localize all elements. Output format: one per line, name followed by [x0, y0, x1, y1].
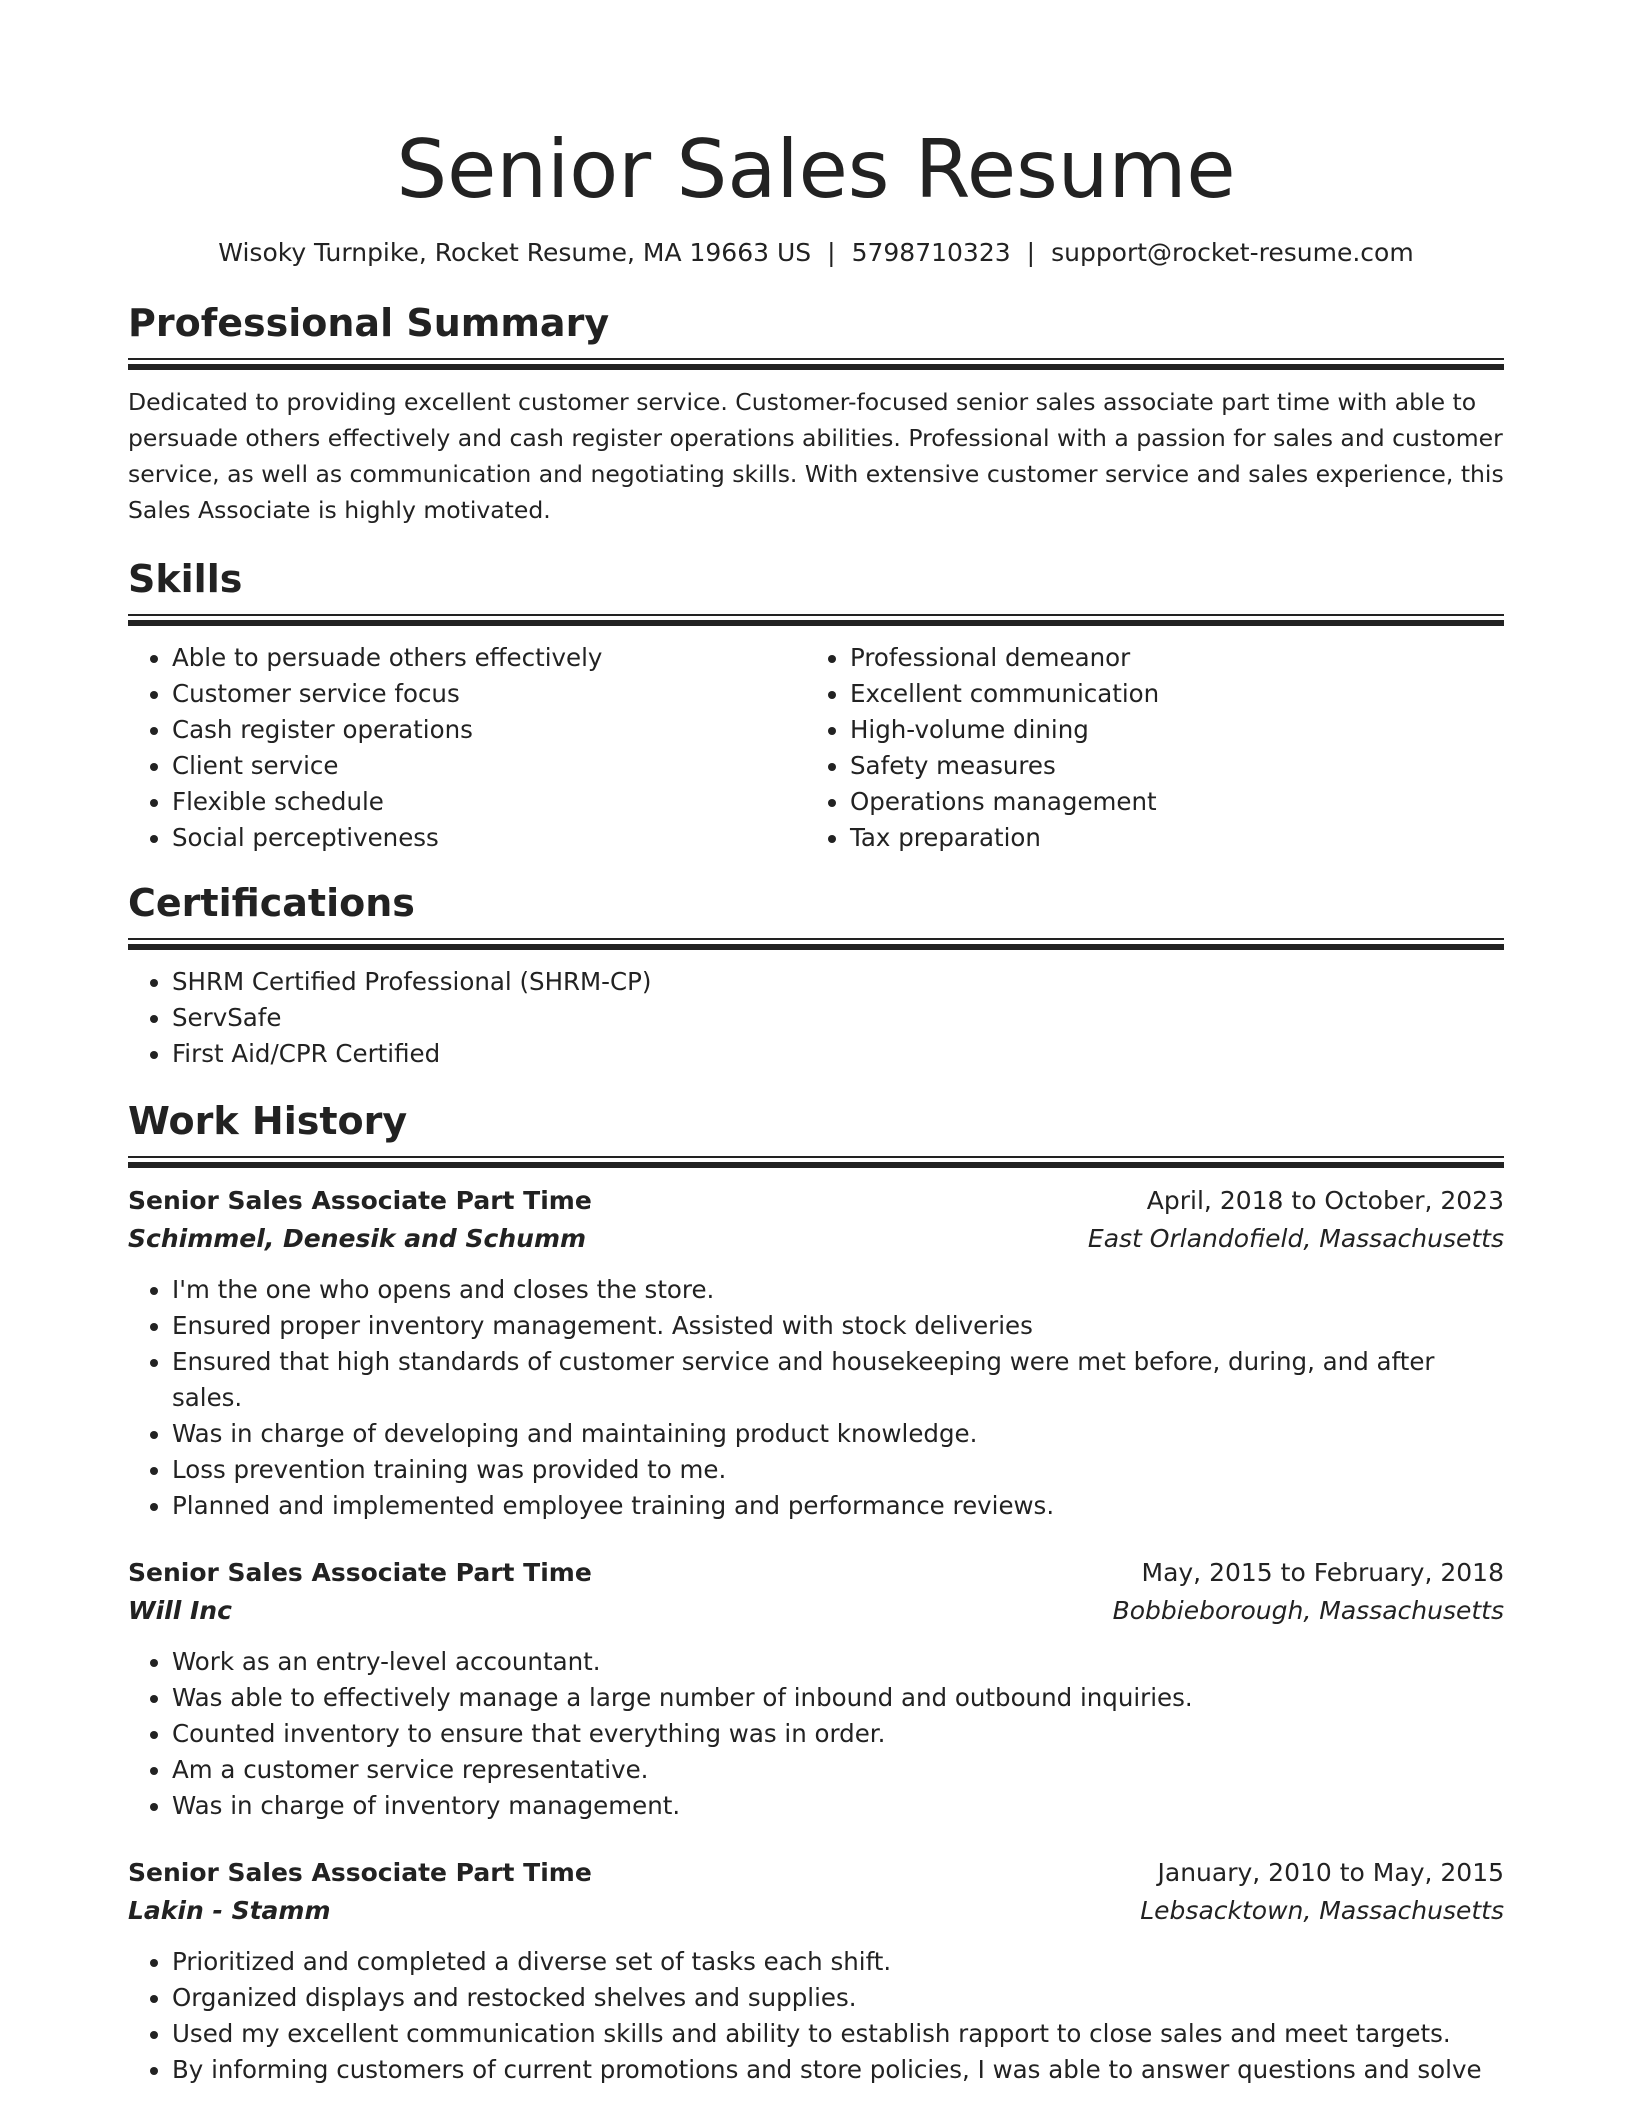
skill-item: • Cash register operations — [172, 712, 806, 748]
job-location: Bobbieborough, Massachusetts — [1112, 1596, 1504, 1625]
skill-item: • Flexible schedule — [172, 784, 806, 820]
job-bullets — [128, 1644, 1504, 1824]
skill-item: • Excellent communication — [850, 676, 1484, 712]
job-company: Will Inc — [128, 1596, 232, 1625]
job-subheader — [128, 1592, 1504, 1630]
contact-line — [128, 236, 1504, 270]
contact-separator: | — [1026, 238, 1036, 267]
section-rule — [128, 938, 1504, 950]
job-location: East Orlandofield, Massachusetts — [1087, 1224, 1504, 1253]
contact-separator: | — [827, 238, 836, 267]
job-bullet: • Used my excellent communication skills and ability to establish rapport to close sales and meet targets. — [172, 2016, 1504, 2052]
job-bullet: • Was able to effectively manage a large number of inbound and outbound inquiries. — [172, 1680, 1504, 1716]
skill-item: • Safety measures — [850, 748, 1484, 784]
contact-email: support@rocket-resume.com — [1051, 238, 1414, 267]
job-dates: May, 2015 to February, 2018 — [1141, 1558, 1504, 1587]
job-bullets — [128, 1272, 1504, 1524]
section-rule — [128, 358, 1504, 370]
job-header — [128, 1554, 1504, 1592]
skill-item: • Social perceptiveness — [172, 820, 806, 856]
job-subheader — [128, 1892, 1504, 1930]
job-company: Schimmel, Denesik and Schumm — [128, 1224, 587, 1253]
certification-item: • First Aid/CPR Certified — [172, 1036, 1504, 1072]
job-bullet: • Prioritized and completed a diverse set of tasks each shift. — [172, 1944, 1504, 1980]
skills-list-left — [128, 640, 806, 856]
skill-item: • Professional demeanor — [850, 640, 1484, 676]
skill-item: • Client service — [172, 748, 806, 784]
skills-section — [128, 556, 1504, 856]
job-bullet: • Was in charge of developing and maintaining product knowledge. — [172, 1416, 1504, 1452]
skill-item: • Operations management — [850, 784, 1484, 820]
job-bullet: • Was in charge of inventory management. — [172, 1788, 1504, 1824]
job-bullet: • Ensured proper inventory management. Assisted with stock deliveries — [172, 1308, 1504, 1344]
job-header — [128, 1182, 1504, 1220]
summary-text: Dedicated to providing excellent customer service. Customer-focused senior sales associate part time with able to persuade others effectively and cash register operations abilities. Professional with a passion for sales and customer service, as well as communication and negotiating skills. With extensive customer service and sales experience, this Sales Associate is highly motivated. — [128, 388, 1504, 524]
section-heading-skills: Skills — [128, 557, 243, 601]
skill-item: • Customer service focus — [172, 676, 806, 712]
job-entry — [128, 1182, 1504, 1524]
job-bullet: • Counted inventory to ensure that everything was in order. — [172, 1716, 1504, 1752]
certifications-section — [128, 880, 1504, 1072]
work-history-section — [128, 1098, 1504, 2088]
resume-title: Senior Sales Resume — [396, 123, 1236, 216]
job-title: Senior Sales Associate Part Time — [128, 1186, 592, 1215]
job-bullet: • Planned and implemented employee training and performance reviews. — [172, 1488, 1504, 1524]
section-heading-work-history: Work History — [128, 1099, 408, 1143]
job-dates: January, 2010 to May, 2015 — [1157, 1858, 1504, 1887]
summary-section — [128, 300, 1504, 528]
job-subheader — [128, 1220, 1504, 1258]
certification-item: • ServSafe — [172, 1000, 1504, 1036]
job-bullets — [128, 1944, 1504, 2088]
job-title: Senior Sales Associate Part Time — [128, 1858, 592, 1887]
job-bullet: • Am a customer service representative. — [172, 1752, 1504, 1788]
section-rule — [128, 614, 1504, 626]
skills-columns — [128, 640, 1504, 856]
section-heading-summary: Professional Summary — [128, 301, 610, 345]
skills-column-right — [806, 640, 1484, 856]
section-heading-certifications: Certifications — [128, 881, 415, 925]
skills-column-left — [128, 640, 806, 856]
contact-address: Wisoky Turnpike, Rocket Resume, MA 19663 US — [218, 238, 812, 267]
job-dates: April, 2018 to October, 2023 — [1146, 1186, 1504, 1215]
job-title: Senior Sales Associate Part Time — [128, 1558, 592, 1587]
job-bullet: • Loss prevention training was provided to me. — [172, 1452, 1504, 1488]
job-entry — [128, 1554, 1504, 1824]
job-location: Lebsacktown, Massachusetts — [1140, 1896, 1504, 1925]
job-bullet: • Ensured that high standards of customer service and housekeeping were met before, during, and after sales. — [172, 1344, 1504, 1416]
job-entry — [128, 1854, 1504, 2088]
job-bullet: • By informing customers of current promotions and store policies, I was able to answer questions and solve — [172, 2052, 1504, 2088]
job-bullet: • I'm the one who opens and closes the store. — [172, 1272, 1504, 1308]
job-bullet: • Work as an entry-level accountant. — [172, 1644, 1504, 1680]
job-company: Lakin - Stamm — [128, 1896, 331, 1925]
job-bullet: • Organized displays and restocked shelves and supplies. — [172, 1980, 1504, 2016]
job-header — [128, 1854, 1504, 1892]
section-rule — [128, 1156, 1504, 1168]
skill-item: • Tax preparation — [850, 820, 1484, 856]
skills-list-right — [806, 640, 1484, 856]
certifications-list — [128, 964, 1504, 1072]
resume-page — [128, 0, 1504, 2088]
skill-item: • Able to persuade others effectively — [172, 640, 806, 676]
contact-phone: 5798710323 — [851, 238, 1011, 267]
skill-item: • High-volume dining — [850, 712, 1484, 748]
certification-item: • SHRM Certified Professional (SHRM-CP) — [172, 964, 1504, 1000]
